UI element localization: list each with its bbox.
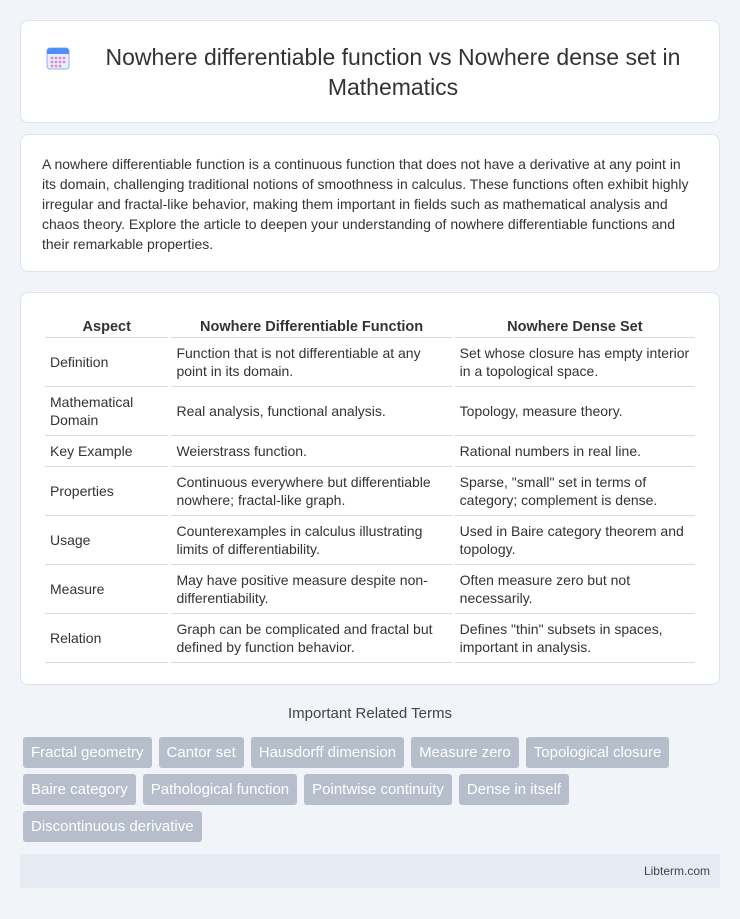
related-term-tag[interactable]: Discontinuous derivative: [23, 811, 202, 842]
header-aspect: Aspect: [45, 314, 168, 338]
related-terms-list: [23, 737, 723, 848]
table-row: [45, 436, 695, 467]
related-terms-heading: Important Related Terms: [288, 705, 452, 722]
table-row: [45, 614, 695, 663]
table-row: [45, 516, 695, 565]
title-row: [21, 21, 719, 122]
header-set: Nowhere Dense Set: [455, 314, 695, 338]
table-row: [45, 467, 695, 516]
row-aspect: Definition: [45, 338, 168, 387]
row-function-cell: Real analysis, functional analysis.: [171, 387, 451, 436]
page-title: Nowhere differentiable function vs Nowhere dense set in Mathematics: [105, 43, 681, 100]
related-term-tag[interactable]: Measure zero: [411, 737, 519, 768]
row-function-cell: Graph can be complicated and fractal but defined by function behavior.: [171, 614, 451, 663]
intro-card: [20, 134, 720, 272]
row-aspect: Mathematical Domain: [45, 387, 168, 436]
row-set-cell: Used in Baire category theorem and topology.: [455, 516, 695, 565]
footer-site-link[interactable]: Libterm.com: [643, 864, 710, 878]
related-term-tag[interactable]: Topological closure: [526, 737, 670, 768]
row-function-cell: May have positive measure despite non-differentiability.: [171, 565, 451, 614]
comparison-table: [42, 314, 698, 663]
row-aspect: Usage: [45, 516, 168, 565]
related-term-tag[interactable]: Hausdorff dimension: [251, 737, 404, 768]
row-function-cell: Continuous everywhere but differentiable nowhere; fractal-like graph.: [171, 467, 451, 516]
footer: [20, 854, 720, 888]
row-set-cell: Rational numbers in real line.: [455, 436, 695, 467]
related-term-tag[interactable]: Cantor set: [159, 737, 244, 768]
row-aspect: Relation: [45, 614, 168, 663]
comparison-card: [20, 292, 720, 685]
title-card: [20, 20, 720, 123]
related-term-tag[interactable]: Pathological function: [143, 774, 297, 805]
table-row: [45, 387, 695, 436]
row-function-cell: Function that is not differentiable at any point in its domain.: [171, 338, 451, 387]
intro-paragraph: A nowhere differentiable function is a continuous function that does not have a derivative at any point in its domain, challenging traditional notions of smoothness in calculus. These functions often exhibit highly irregular and fractal-like behavior, making them important in fields such as mathematical analysis and chaos theory. Explore the article to deepen your understanding of nowhere differentiable functions and their remarkable properties.: [42, 156, 689, 252]
table-header-row: [45, 314, 695, 338]
row-set-cell: Often measure zero but not necessarily.: [455, 565, 695, 614]
row-function-cell: Weierstrass function.: [171, 436, 451, 467]
related-term-tag[interactable]: Dense in itself: [459, 774, 569, 805]
header-function: Nowhere Differentiable Function: [171, 314, 451, 338]
related-term-tag[interactable]: Baire category: [23, 774, 136, 805]
row-function-cell: Counterexamples in calculus illustrating limits of differentiability.: [171, 516, 451, 565]
row-set-cell: Set whose closure has empty interior in a topological space.: [455, 338, 695, 387]
table-row: [45, 338, 695, 387]
row-set-cell: Sparse, "small" set in terms of category; complement is dense.: [455, 467, 695, 516]
related-term-tag[interactable]: Pointwise continuity: [304, 774, 452, 805]
row-set-cell: Topology, measure theory.: [455, 387, 695, 436]
row-set-cell: Defines "thin" subsets in spaces, important in analysis.: [455, 614, 695, 663]
table-row: [45, 565, 695, 614]
row-aspect: Key Example: [45, 436, 168, 467]
row-aspect: Measure: [45, 565, 168, 614]
calendar-grid-icon: [45, 45, 71, 71]
row-aspect: Properties: [45, 467, 168, 516]
related-term-tag[interactable]: Fractal geometry: [23, 737, 152, 768]
